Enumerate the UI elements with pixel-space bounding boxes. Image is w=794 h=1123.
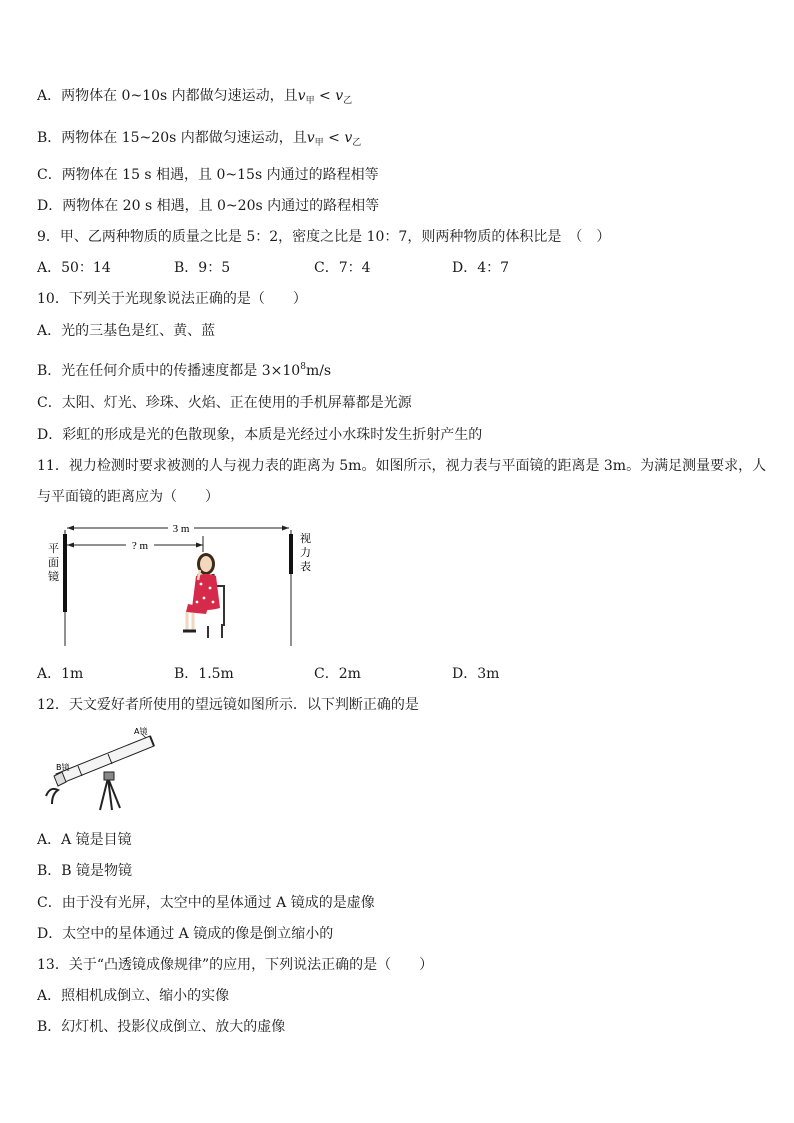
q8b-text: B．两物体在 15~20s 内都做匀速运动，且 xyxy=(37,130,307,146)
q11-stem-line1: 11．视力检测时要求被测的人与视力表的距离为 5m。如图所示，视力表与平面镜的距离是 3m。为满足测量要求，人 xyxy=(37,458,767,474)
mirror-label-char: 平 xyxy=(48,542,59,555)
q10-option-c: C．太阳、灯光、珍珠、火焰、正在使用的手机屏幕都是光源 xyxy=(37,395,412,411)
dimension-unknown-label: ? m xyxy=(131,540,149,552)
sub-yi: 乙 xyxy=(352,138,362,148)
q8-option-b xyxy=(37,128,361,153)
telescope-figure xyxy=(38,724,168,816)
q10b-text: B．光在任何介质中的传播速度都是 3×10 xyxy=(37,363,301,379)
mount xyxy=(104,772,114,780)
dimension-3m-label: 3 m xyxy=(172,523,190,535)
q12-option-b: B．B 镜是物镜 xyxy=(37,863,133,879)
mirror-label-char: 镜 xyxy=(48,570,59,583)
q11-option: D．3m xyxy=(452,666,500,682)
q9-options xyxy=(37,258,557,278)
v-symbol: v xyxy=(344,130,353,146)
less-than: < xyxy=(323,130,345,146)
v-symbol: v xyxy=(306,130,315,146)
q8-option-c: C．两物体在 15 s 相遇，且 0~15s 内通过的路程相等 xyxy=(37,167,379,183)
q10-option-a: A．光的三基色是红、黄、蓝 xyxy=(37,323,216,339)
q13-option-b: B．幻灯机、投影仪成倒立、放大的虚像 xyxy=(37,1019,286,1035)
exponent: 8 xyxy=(300,362,306,372)
q10-stem: 10．下列关于光现象说法正确的是（ ） xyxy=(37,291,307,307)
q11-option: B．1.5m xyxy=(174,666,234,682)
dress xyxy=(192,574,220,610)
q12-stem: 12．天文爱好者所使用的望远镜如图所示．以下判断正确的是 xyxy=(37,697,419,713)
v-symbol: v xyxy=(335,88,344,104)
eye-test-figure xyxy=(38,516,328,651)
q12-option-c: C．由于没有光屏，太空中的星体通过 A 镜成的是虚像 xyxy=(37,895,375,911)
eye-chart xyxy=(289,534,293,574)
arrow-head xyxy=(67,543,74,548)
q9-option: A．50：14 xyxy=(37,260,111,276)
sub-jia: 甲 xyxy=(305,96,315,106)
face xyxy=(200,556,212,572)
arrow-head xyxy=(196,543,203,548)
q8a-text: A．两物体在 0~10s 内都做匀速运动，且 xyxy=(37,88,298,104)
q9-option: D．4：7 xyxy=(452,260,510,276)
q12-option-d: D．太空中的星体通过 A 镜成的像是倒立缩小的 xyxy=(37,926,334,942)
arrow-head xyxy=(67,526,74,531)
mirror-label-char: 面 xyxy=(48,556,59,569)
chart-label-char: 力 xyxy=(300,546,311,559)
q11-stem-line2: 与平面镜的距离应为（ ） xyxy=(37,489,219,505)
q11-option: A．1m xyxy=(37,666,84,682)
unit: m/s xyxy=(305,363,332,379)
q8-option-d: D．两物体在 20 s 相遇，且 0~20s 内通过的路程相等 xyxy=(37,198,380,214)
q9-option: B．9：5 xyxy=(174,260,231,276)
q9-stem: 9．甲、乙两种物质的质量之比是 5：2，密度之比是 10：7，则两种物质的体积比是 （ ） xyxy=(37,229,611,245)
q8-option-a xyxy=(37,86,352,111)
label-lens-a: A镜 xyxy=(134,727,148,736)
tripod xyxy=(100,778,120,810)
sub-jia: 甲 xyxy=(314,138,324,148)
q11-options xyxy=(37,664,557,684)
seated-person-illustration xyxy=(183,553,224,638)
q10-option-b xyxy=(37,357,331,381)
telescope-illustration xyxy=(46,736,154,810)
chart-label-char: 视 xyxy=(300,532,311,545)
q11-option: C．2m xyxy=(314,666,361,682)
chart-label-char: 表 xyxy=(300,560,311,573)
q13-option-a: A．照相机成倒立、缩小的实像 xyxy=(37,988,230,1004)
observer-head xyxy=(46,789,58,804)
plane-mirror xyxy=(63,534,67,612)
legs xyxy=(187,612,193,630)
q10-option-d: D．彩虹的形成是光的色散现象，本质是光经过小水珠时发生折射产生的 xyxy=(37,427,483,443)
q13-stem: 13．关于“凸透镜成像规律”的应用，下列说法正确的是（ ） xyxy=(37,957,434,973)
label-lens-b: B镜 xyxy=(56,763,70,772)
q12-option-a: A．A 镜是目镜 xyxy=(37,832,132,848)
q9-option: C．7：4 xyxy=(314,260,371,276)
sub-yi: 乙 xyxy=(343,96,353,106)
v-symbol: v xyxy=(297,88,306,104)
arrow-head xyxy=(282,526,289,531)
less-than: < xyxy=(314,88,336,104)
